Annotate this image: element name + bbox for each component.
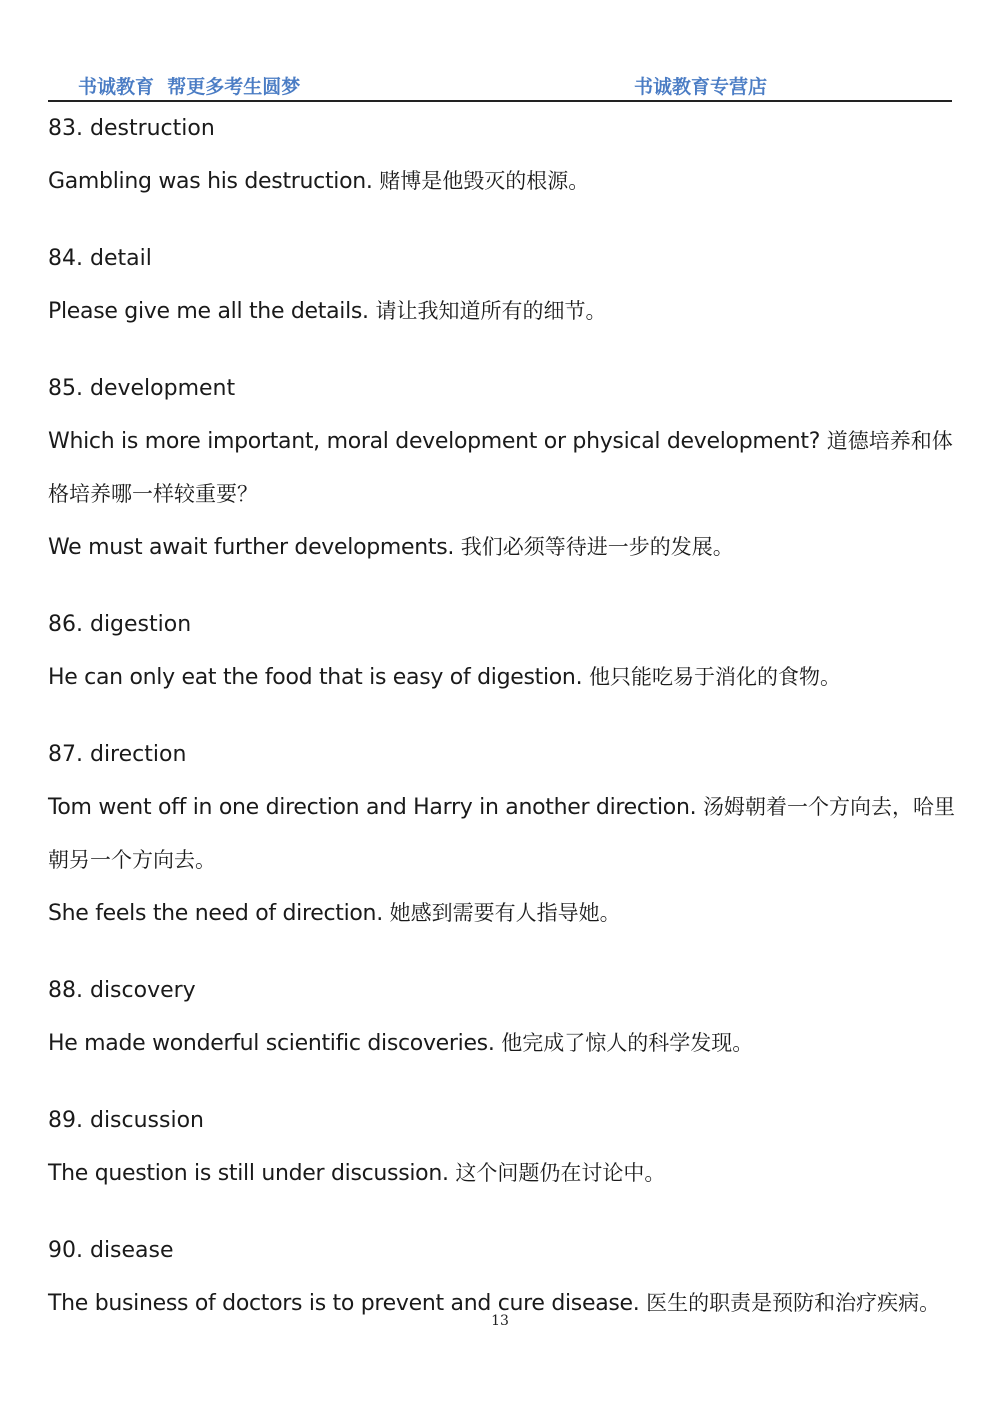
vocab-entry-destruction <box>48 112 958 208</box>
vocabulary-list <box>48 112 958 1330</box>
chinese-translation: 他只能吃易于消化的食物。 <box>588 665 841 689</box>
example-sentence <box>48 1017 958 1070</box>
english-sentence: We must await further developments. <box>48 535 461 560</box>
english-sentence: The question is still under discussion. <box>48 1161 456 1186</box>
example-sentence <box>48 651 958 704</box>
entry-heading: 85. development <box>48 376 236 401</box>
vocab-entry-discussion <box>48 1104 958 1200</box>
example-sentence <box>48 887 958 940</box>
vocab-entry-detail <box>48 242 958 338</box>
example-sentence <box>48 285 958 338</box>
english-sentence: Gambling was his destruction. <box>48 169 380 194</box>
chinese-translation: 他完成了惊人的科学发现。 <box>501 1031 754 1055</box>
entry-heading: 89. discussion <box>48 1108 204 1133</box>
entry-heading: 86. digestion <box>48 612 192 637</box>
chinese-translation: 她感到需要有人指导她。 <box>389 901 621 925</box>
page-number: 13 <box>491 1313 509 1329</box>
english-sentence: Which is more important, moral development or physical development? <box>48 429 827 454</box>
header-left-slogan: 书诚教育 帮更多考生圆梦 <box>78 76 301 98</box>
vocab-entry-digestion <box>48 608 958 704</box>
english-sentence: She feels the need of direction. <box>48 901 390 926</box>
vocab-entry-development <box>48 372 958 574</box>
chinese-translation: 这个问题仍在讨论中。 <box>455 1161 666 1185</box>
chinese-translation: 请让我知道所有的细节。 <box>375 299 607 323</box>
english-sentence: He can only eat the food that is easy of digestion. <box>48 665 589 690</box>
example-sentence <box>48 155 958 208</box>
example-sentence <box>48 521 958 574</box>
english-sentence: Tom went off in one direction and Harry in another direction. <box>48 795 704 820</box>
example-sentence <box>48 415 958 521</box>
chinese-translation: 医生的职责是预防和治疗疾病。 <box>646 1291 941 1315</box>
entry-heading: 83. destruction <box>48 116 215 141</box>
chinese-translation: 汤姆朝着一个方向去，哈里朝另一个方向去。 <box>48 795 956 872</box>
chinese-translation: 道德培养和体格培养哪一样较重要？ <box>48 429 953 506</box>
example-sentence <box>48 781 958 887</box>
entry-heading: 90. disease <box>48 1238 174 1263</box>
header-right-store-name: 书诚教育专营店 <box>634 76 768 98</box>
page-header <box>48 70 952 102</box>
english-sentence: The business of doctors is to prevent and cure disease. <box>48 1291 647 1316</box>
vocab-entry-direction <box>48 738 958 940</box>
entry-heading: 88. discovery <box>48 978 196 1003</box>
chinese-translation: 赌博是他毁灭的根源。 <box>379 169 590 193</box>
english-sentence: Please give me all the details. <box>48 299 376 324</box>
vocab-entry-discovery <box>48 974 958 1070</box>
entry-heading: 87. direction <box>48 742 187 767</box>
chinese-translation: 我们必须等待进一步的发展。 <box>460 535 734 559</box>
entry-heading: 84. detail <box>48 246 152 271</box>
english-sentence: He made wonderful scientific discoveries. <box>48 1031 502 1056</box>
example-sentence <box>48 1147 958 1200</box>
